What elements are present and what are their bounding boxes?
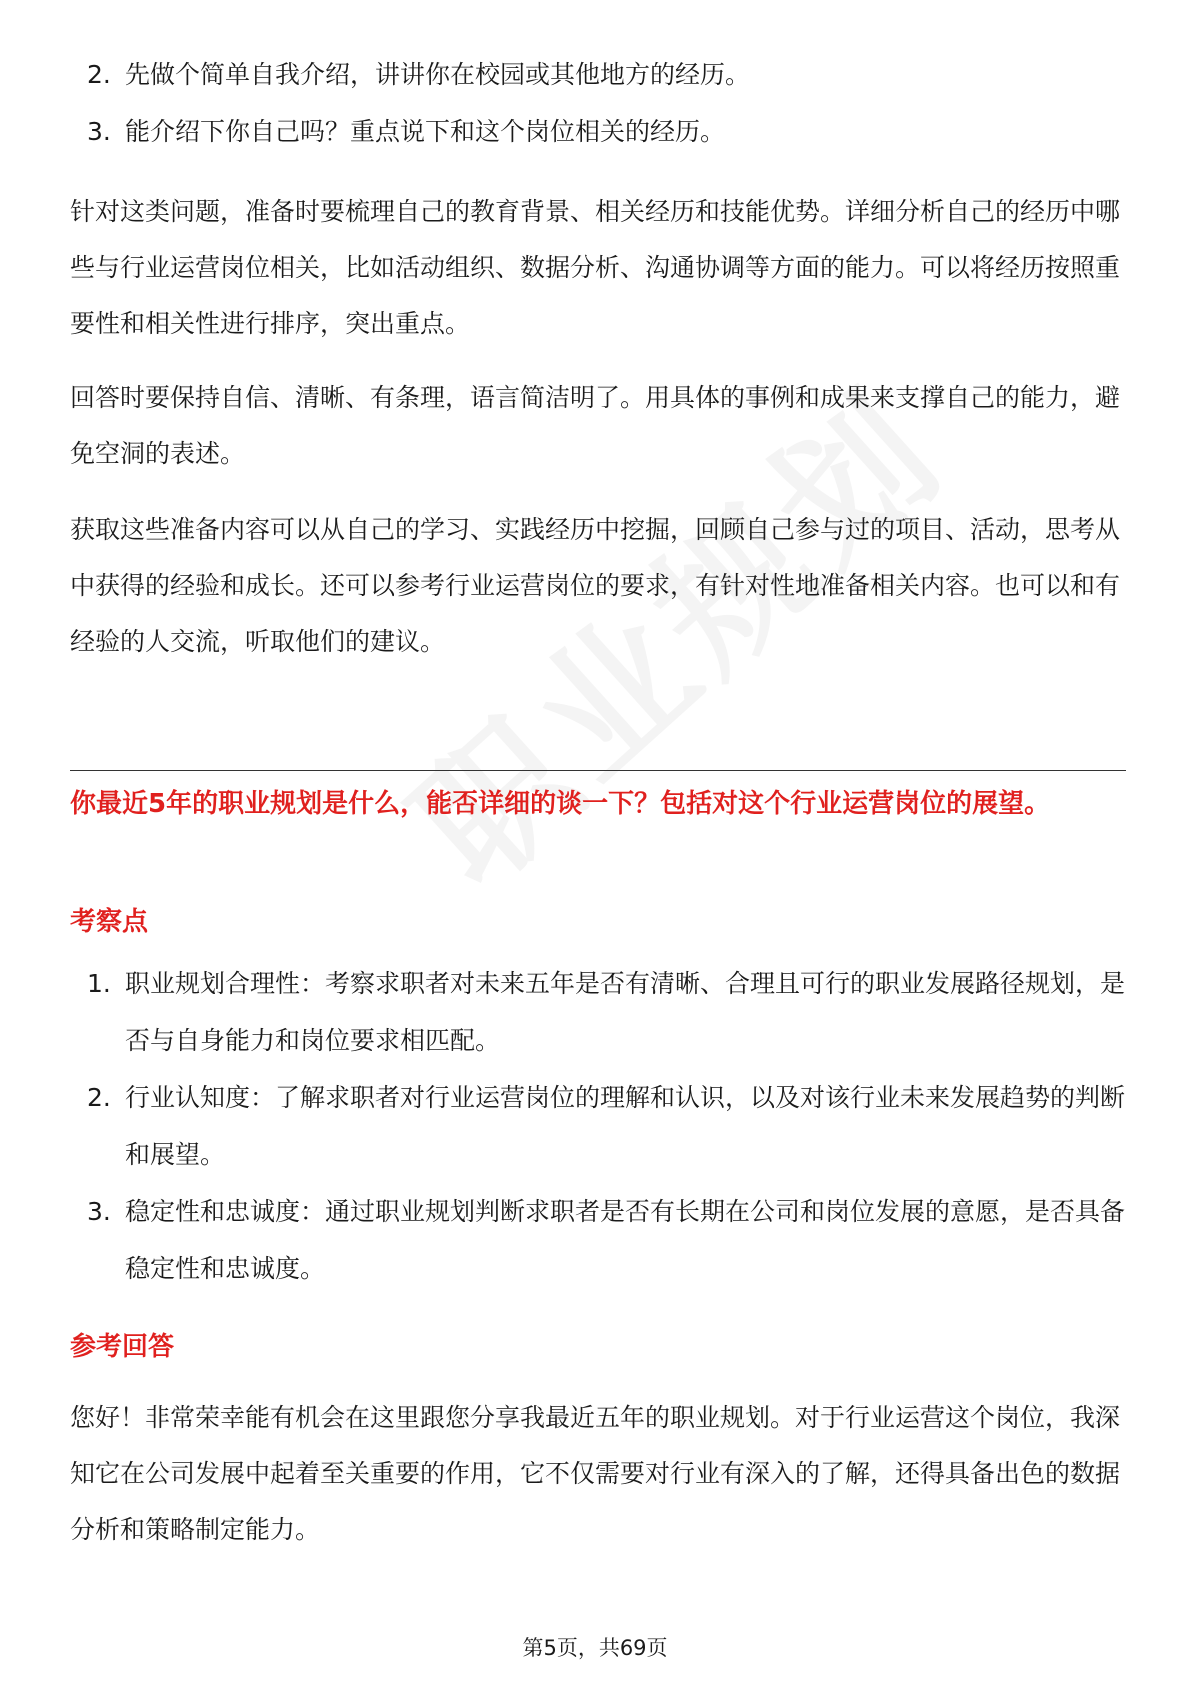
list-number: 1. xyxy=(87,969,111,998)
assessment-points-list xyxy=(87,955,1127,1297)
page-footer: 第5页，共69页 xyxy=(522,1636,668,1660)
paragraph-sources: 获取这些准备内容可以从自己的学习、实践经历中挖掘，回顾自己参与过的项目、活动，思考从中获得的经验和成长。还可以参考行业运营岗位的要求，有针对性地准备相关内容。也可以和有经验的人交流，听取他们的建议。 xyxy=(70,515,1121,656)
list-item xyxy=(87,1069,1127,1183)
list-text: 先做个简单自我介绍，讲讲你在校园或其他地方的经历。 xyxy=(125,60,751,89)
paragraph-reference-answer: 您好！非常荣幸能有机会在这里跟您分享我最近五年的职业规划。对于行业运营这个岗位，我深知它在公司发展中起着至关重要的作用，它不仅需要对行业有深入的了解，还得具备出色的数据分析和策略制定能力。 xyxy=(70,1403,1121,1544)
paragraph-answer-tips: 回答时要保持自信、清晰、有条理，语言简洁明了。用具体的事例和成果来支撑自己的能力，避免空洞的表述。 xyxy=(70,383,1121,468)
list-number: 3. xyxy=(87,117,111,146)
paragraph-preparation: 针对这类问题，准备时要梳理自己的教育背景、相关经历和技能优势。详细分析自己的经历中哪些与行业运营岗位相关，比如活动组织、数据分析、沟通协调等方面的能力。可以将经历按照重要性和相关性进行排序，突出重点。 xyxy=(70,197,1121,338)
list-item xyxy=(87,1183,1127,1297)
heading-reference-answer: 参考回答 xyxy=(70,1332,175,1362)
section-divider xyxy=(70,770,1126,771)
interview-question: 你最近5年的职业规划是什么，能否详细的谈一下？包括对这个行业运营岗位的展望。 xyxy=(70,789,1051,819)
list-item xyxy=(87,103,1127,160)
list-text: 职业规划合理性：考察求职者对未来五年是否有清晰、合理且可行的职业发展路径规划，是否与自身能力和岗位要求相匹配。 xyxy=(125,969,1126,1055)
list-text: 行业认知度：了解求职者对行业运营岗位的理解和认识，以及对该行业未来发展趋势的判断和展望。 xyxy=(125,1083,1126,1169)
list-number: 2. xyxy=(87,1083,111,1112)
list-text: 稳定性和忠诚度：通过职业规划判断求职者是否有长期在公司和岗位发展的意愿，是否具备稳定性和忠诚度。 xyxy=(125,1197,1126,1283)
list-text: 能介绍下你自己吗？重点说下和这个岗位相关的经历。 xyxy=(125,117,726,146)
intro-question-list xyxy=(87,46,1127,160)
list-number: 2. xyxy=(87,60,111,89)
list-number: 3. xyxy=(87,1197,111,1226)
list-item xyxy=(87,955,1127,1069)
list-item xyxy=(87,46,1127,103)
heading-assessment-points: 考察点 xyxy=(70,907,149,937)
